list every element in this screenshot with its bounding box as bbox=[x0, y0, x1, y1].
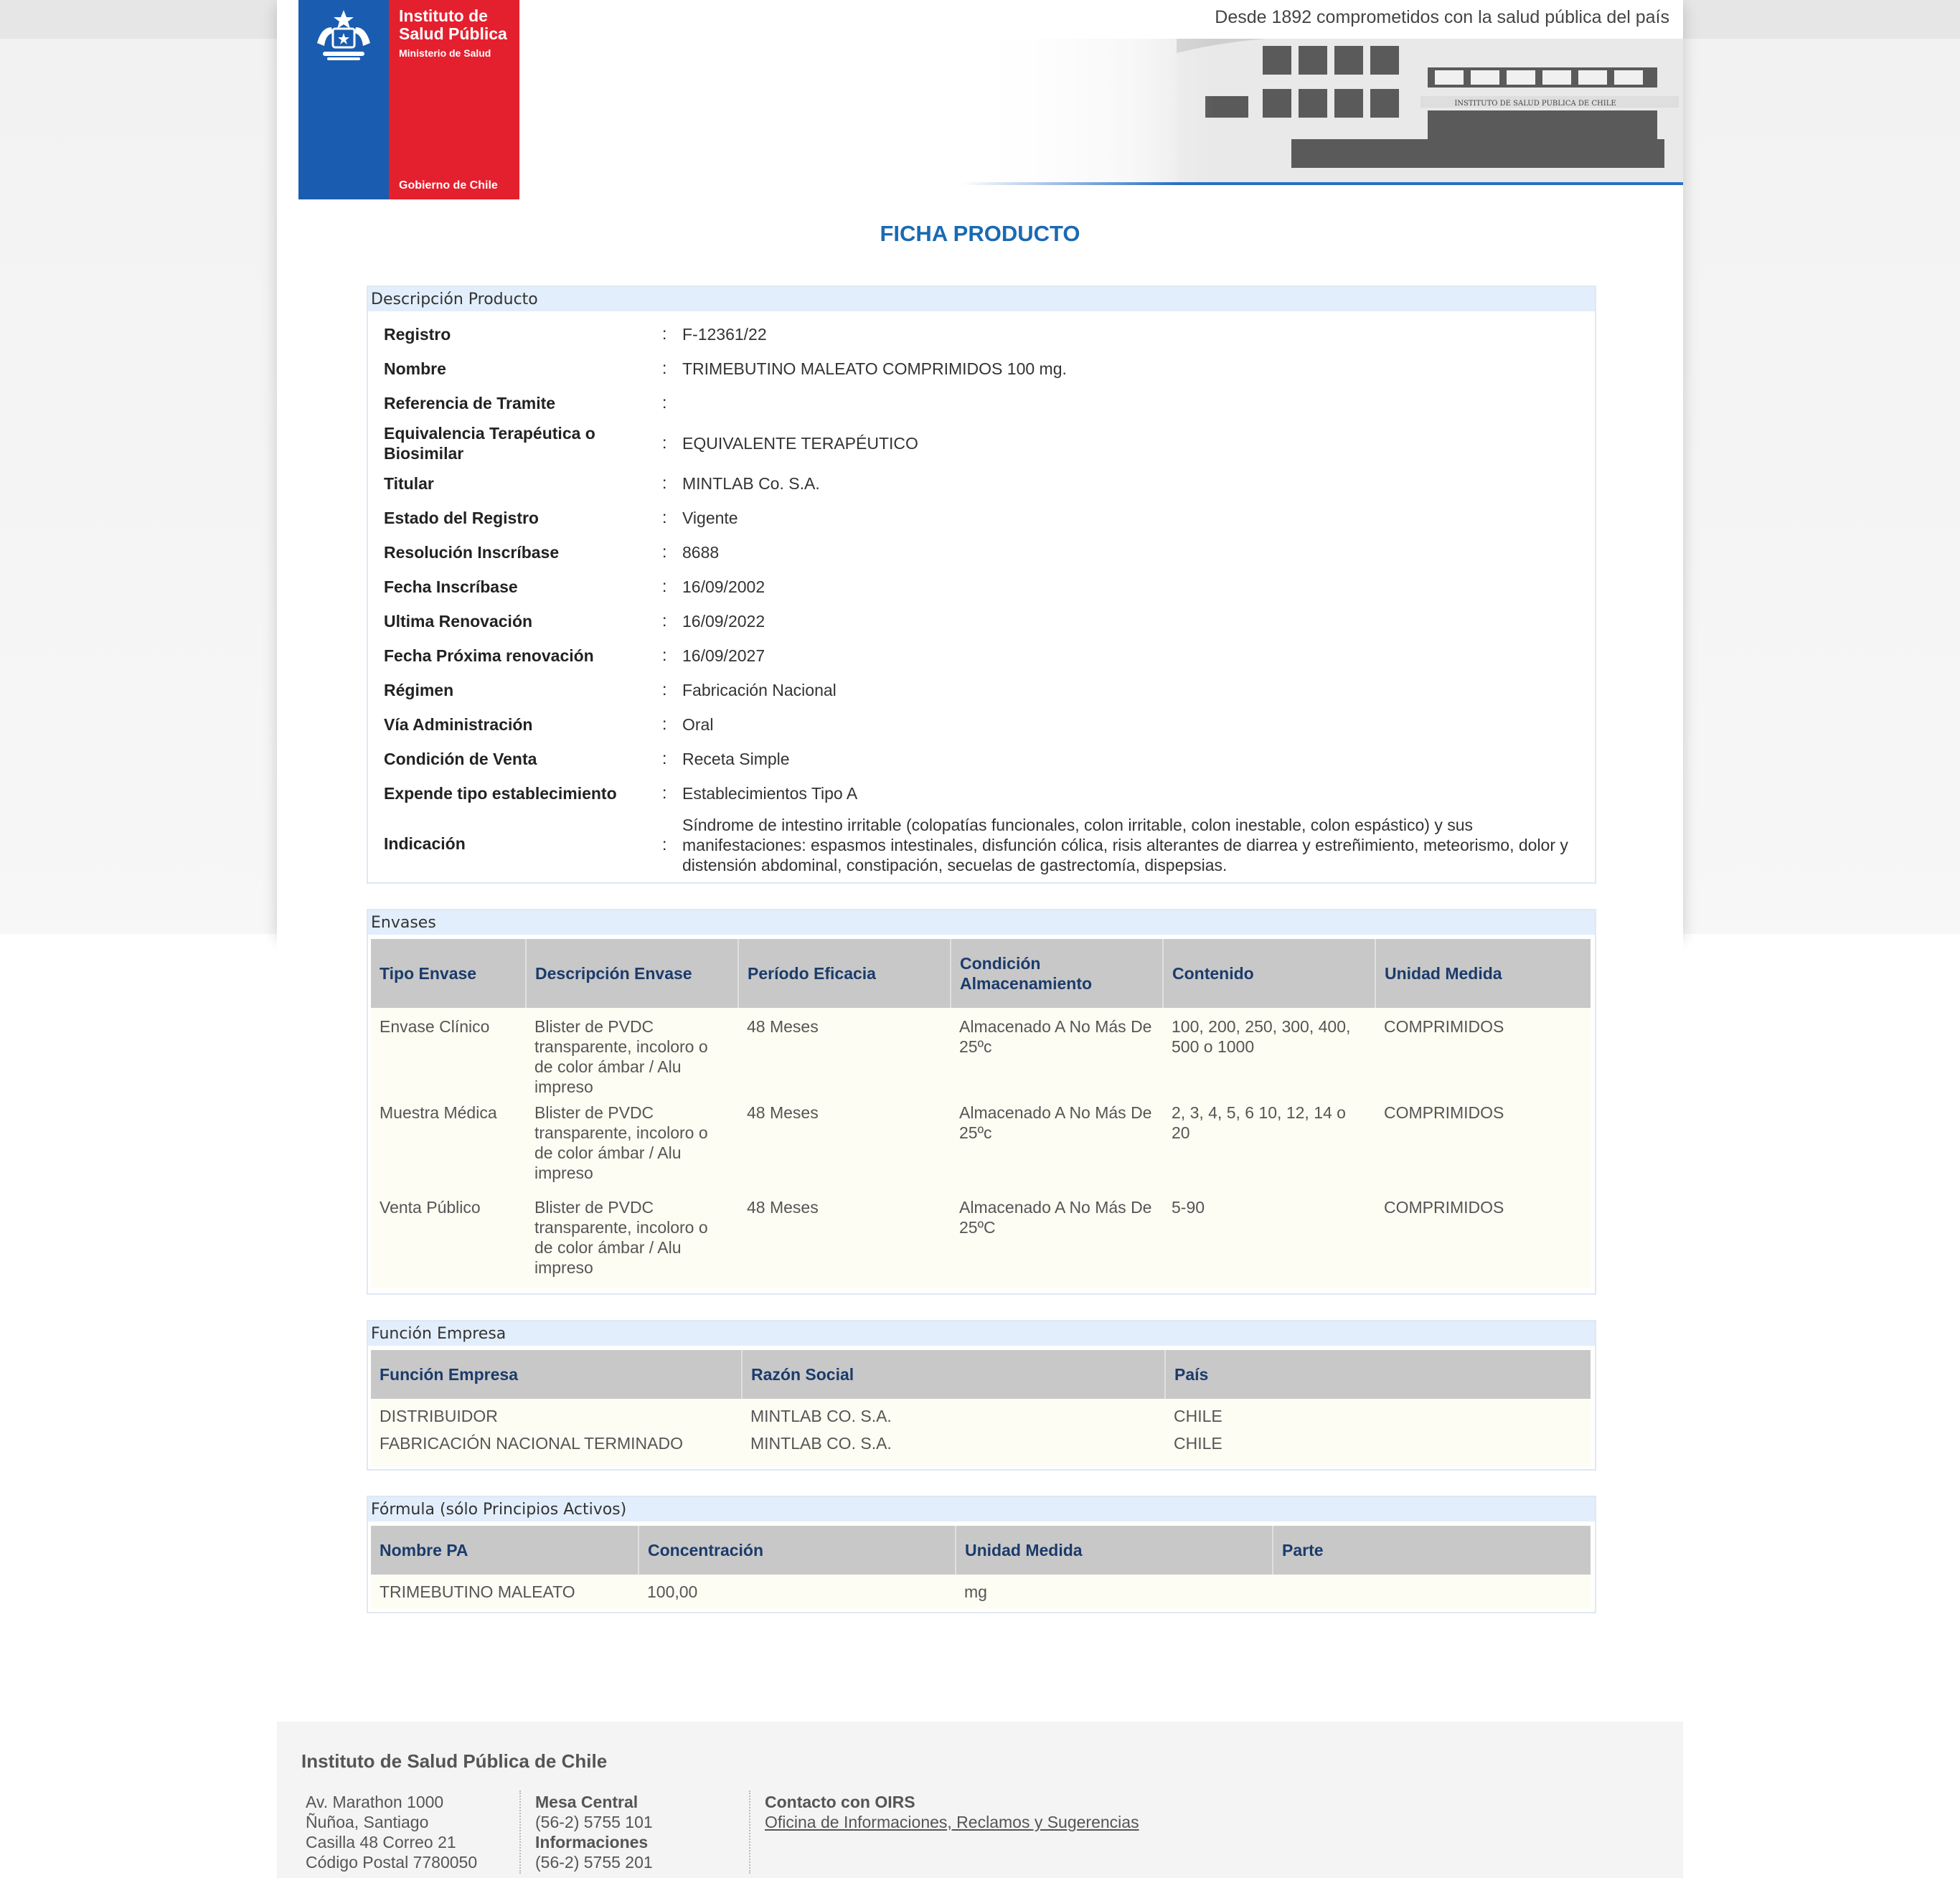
table-cell: Almacenado A No Más De 25ºc bbox=[951, 1103, 1163, 1197]
column-header: Unidad Medida bbox=[1375, 939, 1591, 1008]
table-header-row bbox=[371, 1526, 1591, 1575]
desc-value: 8688 bbox=[682, 543, 720, 562]
desc-colon: : bbox=[662, 473, 667, 492]
table-cell: MINTLAB CO. S.A. bbox=[742, 1433, 1165, 1466]
desc-colon: : bbox=[662, 393, 667, 412]
table-header-row bbox=[371, 939, 1591, 1008]
desc-value: Síndrome de intestino irritable (colopatías funcionales, colon irritable, colon inestable, colon espástico) y sus manifestaciones: espasmos intestinales, disfunción cólica, risis alterantes de diarrea y estreñimiento, meteorismo, dolor y distensión abdominal, constipación, secuelas de gastrectomía, dispepsias. bbox=[682, 816, 1568, 874]
section-formula bbox=[367, 1496, 1596, 1613]
table-cell: COMPRIMIDOS bbox=[1375, 1103, 1591, 1197]
footer-address-line: Código Postal 7780050 bbox=[306, 1853, 478, 1872]
desc-label: Equivalencia Terapéutica o Biosimilar bbox=[384, 424, 595, 463]
isp-logo[interactable] bbox=[298, 0, 519, 199]
table-cell: DISTRIBUIDOR bbox=[371, 1399, 742, 1433]
section-heading: Función Empresa bbox=[368, 1321, 1595, 1346]
table-cell: MINTLAB CO. S.A. bbox=[742, 1399, 1165, 1433]
logo-subtitle: Ministerio de Salud bbox=[399, 47, 491, 59]
column-header: Tipo Envase bbox=[371, 939, 526, 1008]
desc-label: Nombre bbox=[384, 359, 446, 378]
logo-title bbox=[399, 7, 507, 43]
desc-value: Vigente bbox=[682, 509, 738, 527]
footer-mesa-phone: (56-2) 5755 101 bbox=[535, 1813, 653, 1831]
desc-colon: : bbox=[662, 714, 667, 733]
table-cell: Venta Público bbox=[371, 1197, 526, 1288]
banner-accent-line bbox=[961, 182, 1683, 185]
table-cell: 2, 3, 4, 5, 6 10, 12, 14 o 20 bbox=[1163, 1103, 1375, 1197]
table-cell: COMPRIMIDOS bbox=[1375, 1197, 1591, 1288]
footer-address-line: Ñuñoa, Santiago bbox=[306, 1813, 429, 1831]
footer-address-line: Casilla 48 Correo 21 bbox=[306, 1833, 456, 1851]
footer-oirs-label: Contacto con OIRS bbox=[765, 1793, 915, 1811]
table-cell: CHILE bbox=[1165, 1399, 1591, 1433]
section-envases bbox=[367, 909, 1596, 1295]
table-row bbox=[371, 1103, 1591, 1197]
section-descripcion-producto bbox=[367, 286, 1596, 884]
desc-colon: : bbox=[662, 835, 667, 854]
table-row bbox=[371, 1197, 1591, 1288]
desc-label: Fecha Próxima renovación bbox=[384, 646, 594, 665]
footer-contact bbox=[765, 1792, 1139, 1832]
page-title: FICHA PRODUCTO bbox=[880, 221, 1080, 246]
column-header: Contenido bbox=[1163, 939, 1375, 1008]
column-header: Razón Social bbox=[742, 1350, 1165, 1399]
funcion-table bbox=[371, 1350, 1591, 1466]
table-row bbox=[371, 1008, 1591, 1103]
table-cell: 100, 200, 250, 300, 400, 500 o 1000 bbox=[1163, 1008, 1375, 1103]
table-cell: 5-90 bbox=[1163, 1197, 1375, 1288]
desc-colon: : bbox=[662, 783, 667, 802]
column-header: Descripción Envase bbox=[526, 939, 738, 1008]
desc-value: TRIMEBUTINO MALEATO COMPRIMIDOS 100 mg. bbox=[682, 359, 1067, 378]
table-cell: Almacenado A No Más De 25ºC bbox=[951, 1197, 1163, 1288]
table-cell: Blister de PVDC transparente, incoloro o de color ámbar / Alu impreso bbox=[526, 1008, 738, 1103]
oirs-link[interactable]: Oficina de Informaciones, Reclamos y Sugerencias bbox=[765, 1813, 1139, 1831]
building-banner-image bbox=[961, 39, 1683, 185]
desc-value: MINTLAB Co. S.A. bbox=[682, 474, 820, 493]
desc-colon: : bbox=[662, 433, 667, 452]
table-row bbox=[371, 1433, 1591, 1466]
footer-divider bbox=[519, 1790, 521, 1874]
desc-label: Vía Administración bbox=[384, 715, 533, 734]
desc-label: Titular bbox=[384, 474, 434, 493]
desc-value: Fabricación Nacional bbox=[682, 681, 837, 699]
logo-title-line2: Salud Pública bbox=[399, 24, 507, 43]
desc-value: Receta Simple bbox=[682, 750, 790, 768]
footer-divider bbox=[749, 1790, 750, 1874]
desc-label: Ultima Renovación bbox=[384, 612, 533, 631]
desc-colon: : bbox=[662, 508, 667, 527]
table-cell: 100,00 bbox=[639, 1575, 956, 1609]
table-cell: Almacenado A No Más De 25ºc bbox=[951, 1008, 1163, 1103]
section-funcion-empresa bbox=[367, 1320, 1596, 1471]
table-cell: FABRICACIÓN NACIONAL TERMINADO bbox=[371, 1433, 742, 1466]
desc-colon: : bbox=[662, 749, 667, 768]
chile-coat-of-arms-icon bbox=[308, 7, 379, 65]
column-header: Concentración bbox=[639, 1526, 956, 1575]
footer-address-line: Av. Marathon 1000 bbox=[306, 1793, 444, 1811]
table-row bbox=[371, 1399, 1591, 1433]
desc-value: 16/09/2002 bbox=[682, 577, 765, 596]
column-header: Función Empresa bbox=[371, 1350, 742, 1399]
desc-label: Estado del Registro bbox=[384, 509, 539, 527]
table-cell: 48 Meses bbox=[738, 1008, 951, 1103]
desc-colon: : bbox=[662, 680, 667, 699]
column-header: País bbox=[1165, 1350, 1591, 1399]
desc-label: Fecha Inscríbase bbox=[384, 577, 518, 596]
section-heading: Descripción Producto bbox=[368, 287, 1595, 311]
table-cell: 48 Meses bbox=[738, 1103, 951, 1197]
table-cell: Blister de PVDC transparente, incoloro o de color ámbar / Alu impreso bbox=[526, 1103, 738, 1197]
footer-phones bbox=[535, 1792, 653, 1872]
desc-label: Resolución Inscríbase bbox=[384, 543, 560, 562]
section-heading: Envases bbox=[368, 910, 1595, 935]
header-slogan: Desde 1892 comprometidos con la salud pública del país bbox=[1215, 7, 1669, 27]
footer-title: Instituto de Salud Pública de Chile bbox=[301, 1750, 608, 1772]
desc-colon: : bbox=[662, 324, 667, 343]
column-header: Unidad Medida bbox=[956, 1526, 1273, 1575]
footer-mesa-label: Mesa Central bbox=[535, 1793, 639, 1811]
footer-info-phone: (56-2) 5755 201 bbox=[535, 1853, 653, 1872]
table-cell: mg bbox=[956, 1575, 1273, 1609]
table-cell: COMPRIMIDOS bbox=[1375, 1008, 1591, 1103]
desc-label: Condición de Venta bbox=[384, 750, 537, 768]
logo-blue-panel bbox=[298, 0, 389, 199]
desc-value: EQUIVALENTE TERAPÉUTICO bbox=[682, 434, 918, 453]
logo-red-panel bbox=[389, 0, 519, 199]
logo-government: Gobierno de Chile bbox=[399, 179, 498, 192]
envases-table bbox=[371, 939, 1591, 1288]
table-row bbox=[371, 1575, 1591, 1609]
footer bbox=[277, 1722, 1683, 1878]
logo-title-line1: Instituto de bbox=[399, 6, 488, 25]
footer-info-label: Informaciones bbox=[535, 1833, 649, 1851]
section-heading: Fórmula (sólo Principios Activos) bbox=[368, 1497, 1595, 1521]
column-header: Período Eficacia bbox=[738, 939, 951, 1008]
footer-address bbox=[306, 1792, 477, 1872]
desc-colon: : bbox=[662, 577, 667, 595]
desc-colon: : bbox=[662, 611, 667, 630]
table-cell: TRIMEBUTINO MALEATO bbox=[371, 1575, 639, 1609]
desc-label: Referencia de Tramite bbox=[384, 394, 556, 412]
desc-label: Régimen bbox=[384, 681, 454, 699]
desc-value: 16/09/2022 bbox=[682, 612, 765, 631]
desc-label: Expende tipo establecimiento bbox=[384, 784, 617, 803]
table-cell: 48 Meses bbox=[738, 1197, 951, 1288]
desc-value: Oral bbox=[682, 715, 714, 734]
table-cell: Envase Clínico bbox=[371, 1008, 526, 1103]
table-cell: Muestra Médica bbox=[371, 1103, 526, 1197]
desc-label: Registro bbox=[384, 325, 451, 344]
formula-table bbox=[371, 1526, 1591, 1609]
desc-colon: : bbox=[662, 542, 667, 561]
desc-value: 16/09/2027 bbox=[682, 646, 765, 665]
desc-colon: : bbox=[662, 646, 667, 664]
building-illustration bbox=[961, 39, 1683, 185]
column-header: Parte bbox=[1273, 1526, 1591, 1575]
desc-label: Indicación bbox=[384, 834, 466, 853]
desc-colon: : bbox=[662, 359, 667, 377]
table-cell: CHILE bbox=[1165, 1433, 1591, 1466]
column-header: Nombre PA bbox=[371, 1526, 639, 1575]
column-header: Condición Almacenamiento bbox=[951, 939, 1163, 1008]
table-cell bbox=[1273, 1575, 1591, 1609]
desc-value: Establecimientos Tipo A bbox=[682, 784, 858, 803]
table-header-row bbox=[371, 1350, 1591, 1399]
table-cell: Blister de PVDC transparente, incoloro o de color ámbar / Alu impreso bbox=[526, 1197, 738, 1288]
desc-value: F-12361/22 bbox=[682, 325, 767, 344]
